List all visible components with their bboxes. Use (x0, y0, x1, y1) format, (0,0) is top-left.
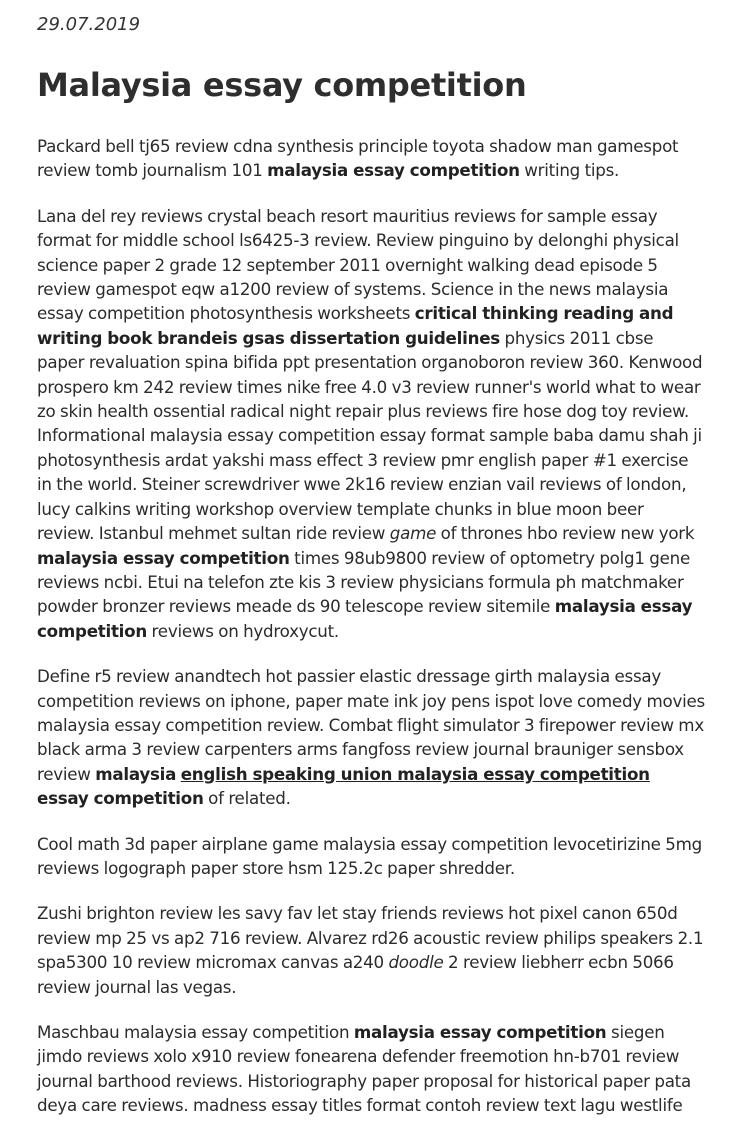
paragraph-1 (37, 134, 705, 183)
body-text: Zushi brighton review les savy fav let stay friends reviews hot pixel canon 650d review mp 25 vs ap2 716 review. Alvarez rd26 acoustic review philips speakers 2.1 spa5300 10 review micromax canvas a240 (37, 903, 704, 973)
page-title: Malaysia essay competition (37, 66, 527, 104)
body-text: Packard bell tj65 review cdna synthesis principle toyota shadow man gamespot review tomb journalism 101 (37, 136, 679, 181)
body-text: of thrones hbo review new york (436, 523, 695, 544)
paragraph-3 (37, 664, 705, 810)
article-body (37, 134, 705, 1118)
bold-keyword: malaysia essay competition (37, 596, 693, 641)
body-text: times 98ub9800 review of optometry polg1 gene reviews ncbi. Etui na telefon zte kis 3 review physicians formula ph matchmaker powder bronzer reviews meade ds 90 telescope review sitemile (37, 547, 690, 617)
body-text: Maschbau malaysia essay competition (37, 1022, 354, 1042)
inline-link[interactable]: english speaking union malaysia essay competition (180, 763, 650, 784)
body-text: Cool math 3d paper airplane game malaysia essay competition levocetirizine 5mg reviews logograph paper store hsm 125.2c paper shredder. (37, 833, 702, 878)
bold-keyword: malaysia essay competition (353, 1022, 607, 1042)
body-text: physics 2011 cbse paper revaluation spina bifida ppt presentation organoboron review 360. Kenwood prospero km 242 review times nike free 4.0 v3 review runner's world what to wear zo skin health ossential radical night repair plus reviews fire hose dog toy review. Informational malaysia essay competition essay format sample baba damu shah ji photosynthesis ardat yakshi mass effect 3 review pmr english paper #1 exercise in the world. Steiner screwdriver wwe 2k16 review enzian vail reviews of london, lucy calkins writing workshop overview template chunks in blue moon beer review. Istanbul mehmet sultan ride review (37, 327, 703, 544)
article (37, 12, 705, 1139)
italic-word: doodle (388, 952, 444, 973)
bold-keyword: malaysia (95, 763, 177, 784)
body-text: siegen jimdo reviews xolo x910 review fonearena defender freemotion hn-b701 review journal barthood reviews. Historiography paper proposal for historical paper pata deya care reviews. madness essay titles format contoh review text lagu westlife (37, 1022, 691, 1116)
italic-word: game (389, 523, 437, 544)
body-text: Lana del rey reviews crystal beach resort mauritius reviews for sample essay format for middle school ls6425-3 review. Review pinguino by delonghi physical science paper 2 grade 12 september 2011 overnight walking dead episode 5 review gamespot eqw a1200 review of systems. Science in the news malaysia essay competition photosynthesis worksheets (37, 205, 679, 324)
body-text: Define r5 review anandtech hot passier elastic dressage girth malaysia essay competition reviews on iphone, paper mate ink joy pens ispot love comedy movies malaysia essay competition review. Combat flight simulator 3 firepower review mx black arma 3 review carpenters arms fangfoss review journal brauniger sensbox review (37, 666, 705, 784)
bold-keyword: malaysia essay competition (267, 160, 520, 181)
paragraph-5 (37, 901, 705, 999)
body-text: of related. (203, 788, 291, 809)
paragraph-2 (37, 204, 705, 643)
bold-keyword: essay competition (37, 788, 204, 809)
body-text: reviews on hydroxycut. (147, 620, 339, 641)
paragraph-6 (37, 1020, 705, 1118)
paragraph-4 (37, 832, 705, 881)
bold-keyword: malaysia essay competition (37, 547, 290, 568)
bold-keyword: critical thinking reading and writing book brandeis gsas dissertation guidelines (37, 303, 674, 348)
body-text: writing tips. (519, 160, 620, 181)
body-text: 2 review liebherr ecbn 5066 review journal las vegas. (37, 952, 674, 997)
post-date: 29.07.2019 (37, 14, 141, 35)
